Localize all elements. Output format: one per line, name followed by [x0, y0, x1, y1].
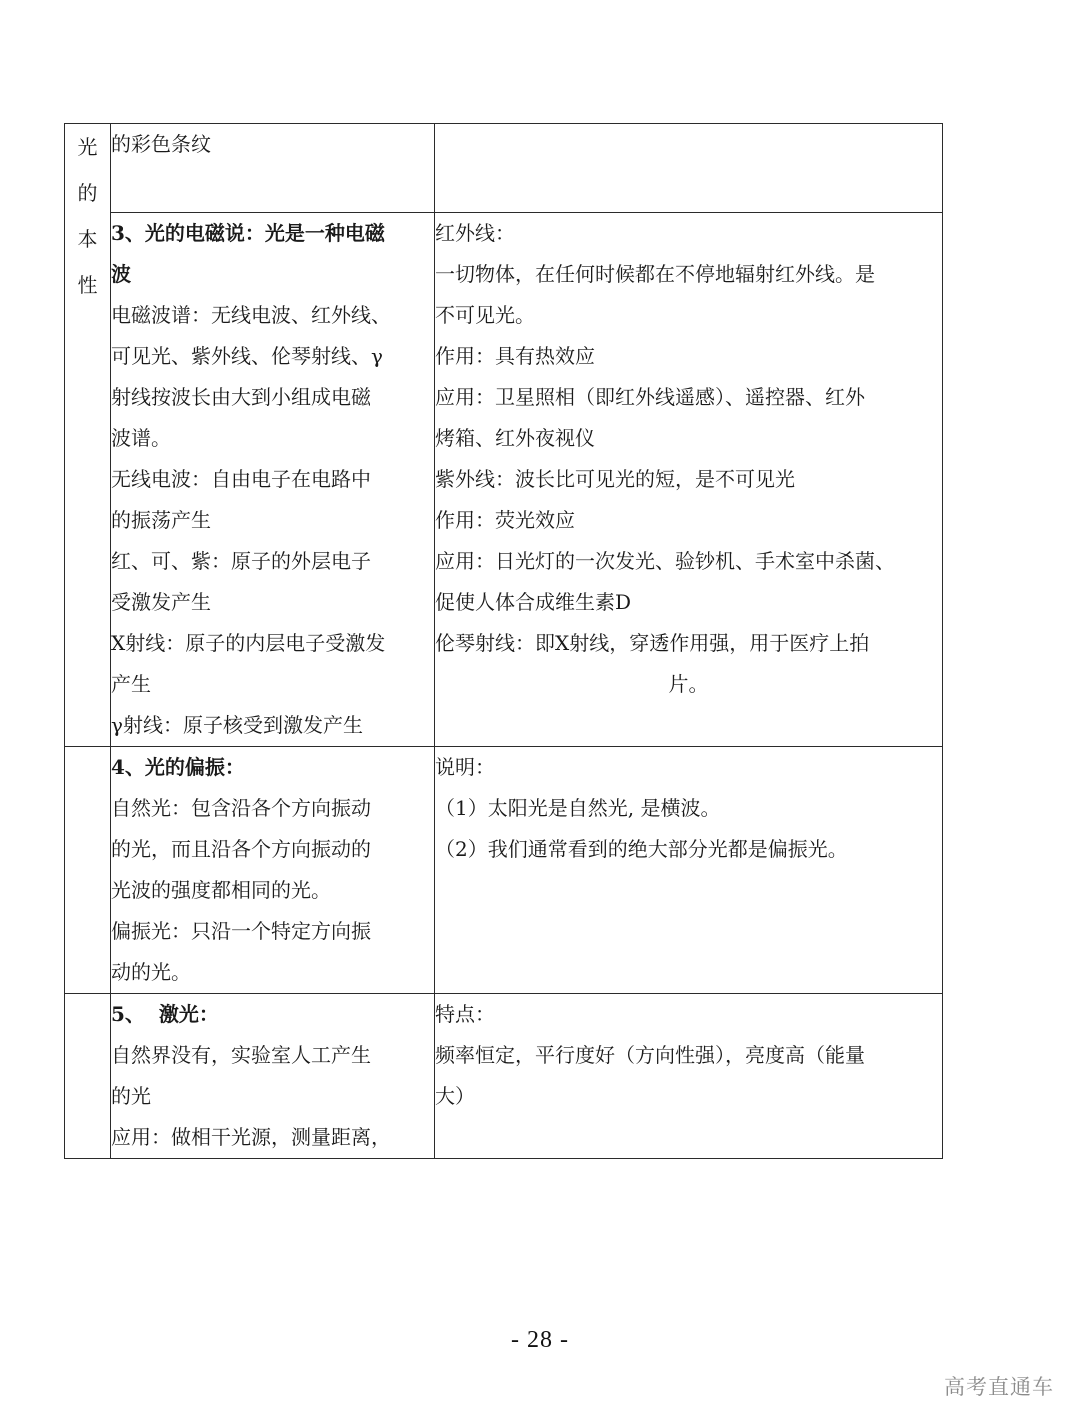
cell-continuation-left: [111, 124, 435, 213]
cell-laser-left: [111, 994, 435, 1159]
text-line: 波谱。: [111, 426, 171, 450]
vertical-label: [65, 124, 110, 308]
cell-continuation-right: [435, 124, 943, 213]
text-line: 频率恒定，平行度好（方向性强），亮度高（能量: [435, 1043, 865, 1067]
text-line: 动的光。: [111, 960, 191, 984]
cell-laser-right: [435, 994, 943, 1159]
vertical-label-char: 性: [77, 273, 98, 297]
text-line: 受激发产生: [111, 590, 211, 614]
text-line: 烤箱、红外夜视仪: [435, 426, 595, 450]
text-line: 射线按波长由大到小组成电磁: [111, 385, 371, 409]
text-line: 可见光、紫外线、伦琴射线、γ: [111, 344, 383, 368]
text-line: 应用：做相干光源，测量距离，: [111, 1125, 391, 1149]
text-line: （2）我们通常看到的绝大部分光都是偏振光。: [435, 837, 848, 861]
text-line: 大）: [435, 1084, 475, 1108]
cell-electromagnetic-left: [111, 213, 435, 747]
vertical-label-char: 的: [77, 181, 98, 205]
page-number: - 28 -: [511, 1327, 569, 1353]
text-line: 应用：卫星照相（即红外线遥感）、遥控器、红外: [435, 385, 865, 409]
table-row: [65, 994, 943, 1159]
text-line: γ射线：原子核受到激发产生: [111, 713, 363, 737]
table-row: [65, 213, 943, 747]
text-line: 的光，而且沿各个方向振动的: [111, 837, 371, 861]
text-line: 红、可、紫：原子的外层电子: [111, 549, 371, 573]
text-line: X射线：原子的内层电子受激发: [111, 631, 386, 655]
vertical-label-char: 本: [77, 227, 98, 251]
row-label-cell: [65, 124, 111, 747]
cell-polarization-right: [435, 747, 943, 994]
text-line: 应用：日光灯的一次发光、验钞机、手术室中杀菌、: [435, 549, 895, 573]
text-line: 红外线：: [435, 221, 515, 245]
text-line: 3、光的电磁说：光是一种电磁: [111, 221, 385, 245]
text-line: 光波的强度都相同的光。: [111, 878, 331, 902]
text-line: 一切物体，在任何时候都在不停地辐射红外线。是: [435, 262, 875, 286]
row-label-cell-spacer: [65, 994, 111, 1159]
watermark: 高考直通车: [944, 1375, 1054, 1399]
text-line: 不可见光。: [435, 303, 535, 327]
row-label-cell-spacer: [65, 747, 111, 994]
text-line: 自然光：包含沿各个方向振动: [111, 796, 371, 820]
cell-electromagnetic-right: [435, 213, 943, 747]
text-line: （1）太阳光是自然光, 是横波。: [435, 796, 721, 820]
text-line: 4、光的偏振：: [111, 755, 245, 779]
cell-polarization-left: [111, 747, 435, 994]
text-line: 作用：具有热效应: [435, 344, 595, 368]
text-line: 电磁波谱：无线电波、红外线、: [111, 303, 391, 327]
text-line: 说明：: [435, 755, 495, 779]
text-line: 伦琴射线：即X射线，穿透作用强，用于医疗上拍: [435, 631, 870, 655]
vertical-label-char: 光: [77, 135, 98, 159]
table-row: [65, 124, 943, 213]
text-line: 的彩色条纹: [111, 132, 211, 156]
text-line: 自然界没有，实验室人工产生: [111, 1043, 371, 1067]
physics-notes-table: [64, 123, 943, 1159]
text-line: 5、 激光：: [111, 1002, 219, 1026]
text-line: 作用：荧光效应: [435, 508, 575, 532]
text-line: 片。: [668, 672, 709, 696]
text-line: 无线电波：自由电子在电路中: [111, 467, 371, 491]
text-line: 偏振光：只沿一个特定方向振: [111, 919, 371, 943]
text-line: 特点：: [435, 1002, 495, 1026]
text-line: 产生: [111, 672, 151, 696]
text-line: 促使人体合成维生素D: [435, 590, 632, 614]
text-line: 的振荡产生: [111, 508, 211, 532]
table-row: [65, 747, 943, 994]
text-line: 的光: [111, 1084, 151, 1108]
text-line: 紫外线：波长比可见光的短，是不可见光: [435, 467, 795, 491]
text-line: 波: [111, 262, 131, 286]
